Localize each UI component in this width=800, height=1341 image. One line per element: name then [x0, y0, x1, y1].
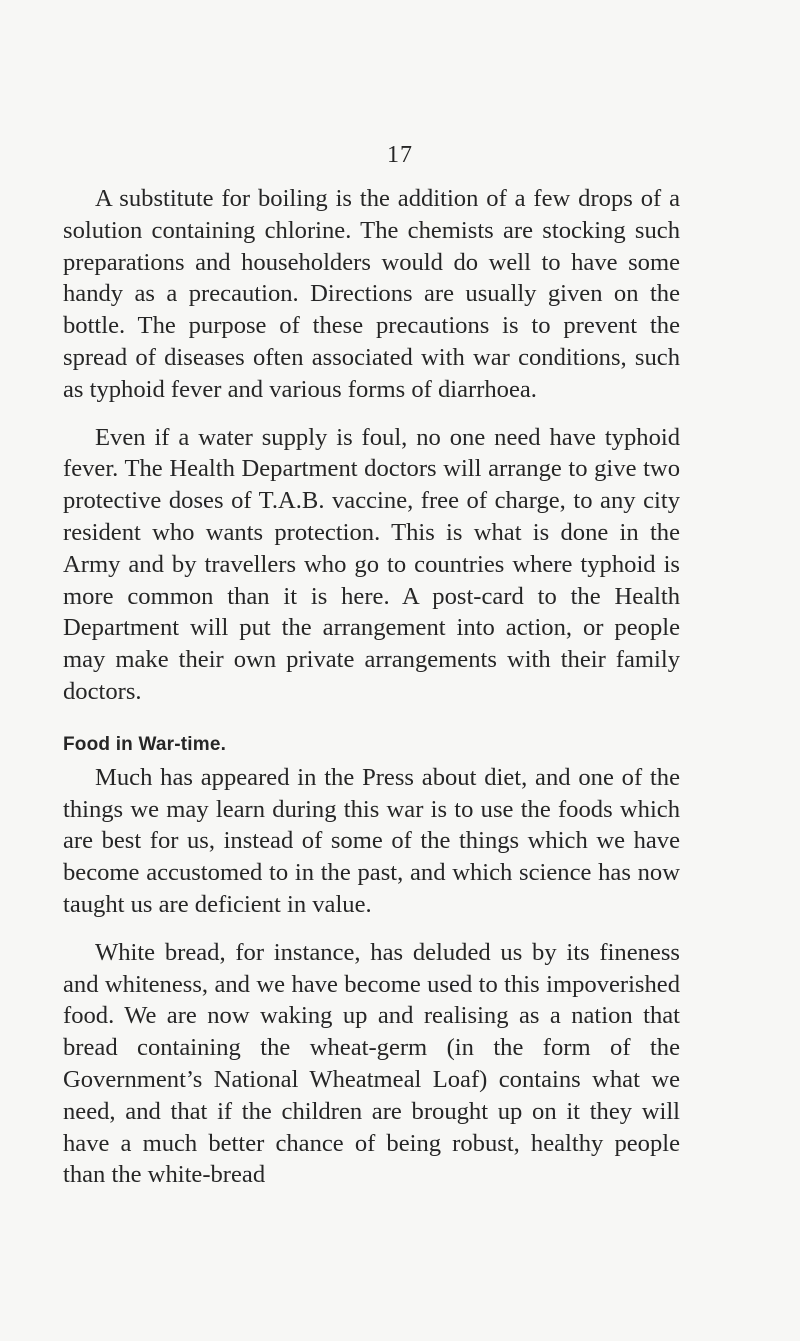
page-number: 17: [387, 142, 413, 168]
paragraph-typhoid-vaccine: Even if a water supply is foul, no one need have typhoid fever. The Health Department doctors will arrange to give two protective doses of T.A.B. vaccine, free of charge, to any city resident who wants protection. This is what is done in the Army and by travellers who go to countries where typhoid is more common than it is here. A post-card to the Health Department will put the arrangement into action, or people may make their own private arrangements with their family doctors.: [63, 423, 680, 705]
paragraph-diet: Much has appeared in the Press about diet, and one of the things we may learn during this war is to use the foods which are best for us, instead of some of the things which we have become accustomed to in the past, and which science has now taught us are deficient in value.: [63, 763, 680, 918]
section-heading: Food in War-time.: [63, 733, 227, 755]
body-text: [63, 183, 680, 1191]
paragraph-white-bread: White bread, for instance, has deluded us by its fineness and whiteness, and we have become used to this impoverished food. We are now waking up and realising as a nation that bread containing the wheat-germ (in the form of the Government’s National Wheatmeal Loaf) contains what we need, and that if the children are brought up on it they will have a much better chance of being robust, healthy people than the white-bread: [63, 938, 680, 1189]
paragraph-chlorine-substitute: A substitute for boiling is the addition of a few drops of a solution containing chlorine. The chemists are stocking such preparations and householders would do well to have some handy as a precaution. Directions are usually given on the bottle. The purpose of these precautions is to prevent the spread of diseases often associated with war conditions, such as typhoid fever and various forms of diarrhoea.: [63, 185, 680, 403]
